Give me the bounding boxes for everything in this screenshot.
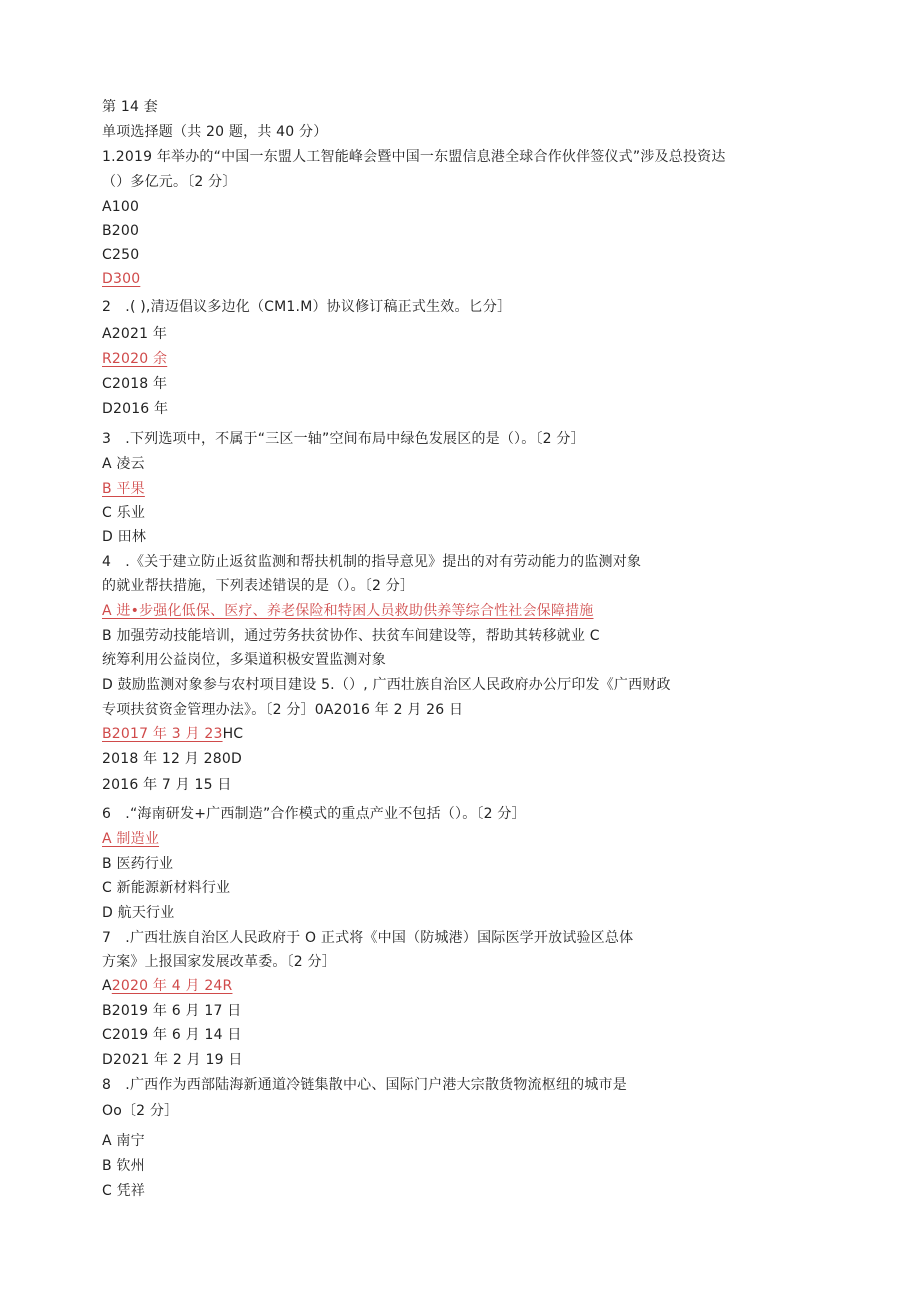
question-4-option-d: D 鼓励监测对象参与农村项目建设 5.（）, 广西壮族自治区人民政府办公厅印发《广西财政 [102, 677, 671, 693]
question-2-text: 2 .( ),清迈倡议多边化（CM1.M）协议修订稿正式生效。匕分］ [102, 299, 512, 315]
question-5-answer-line [102, 725, 243, 743]
question-5-option-c-label: HC [222, 726, 244, 742]
question-8-text: 8 .广西作为西部陆海新通道冷链集散中心、国际门户港大宗散货物流枢纽的城市是 [102, 1077, 627, 1093]
question-1-text-cont: （）多亿元。〔2 分〕 [102, 174, 237, 190]
question-6-option-d: D 航天行业 [102, 905, 175, 921]
question-1-option-c: C250 [102, 247, 140, 263]
question-8-text-cont: Oo〔2 分］ [102, 1103, 179, 1119]
question-2-option-a: A2021 年 [102, 326, 168, 342]
question-8-option-a: A 南宁 [102, 1133, 145, 1149]
question-3-text: 3 .下列选项中，不属于“三区一轴”空间布局中绿色发展区的是（）。〔2 分］ [102, 431, 585, 447]
question-5-text-cont: 专项扶贫资金管理办法》。〔2 分］0A2016 年 2 月 26 日 [102, 702, 464, 718]
set-title: 第 14 套 [102, 99, 158, 115]
question-8-option-c: C 凭祥 [102, 1183, 146, 1199]
question-6-text: 6 .“海南研发+广西制造”合作模式的重点产业不包括（）。〔2 分］ [102, 806, 526, 822]
question-1-option-a: A100 [102, 199, 140, 215]
question-1-answer-d: D300 [102, 271, 141, 287]
question-4-text-cont: 的就业帮扶措施，下列表述错误的是（）。〔2 分］ [102, 578, 415, 594]
question-1-text: 1.2019 年举办的“中国一东盟人工智能峰会暨中国一东盟信息港全球合作伙伴签仪式”涉及总投资达 [102, 149, 726, 165]
question-5-option-c: 2018 年 12 月 280D [102, 751, 242, 767]
question-3-option-d: D 田林 [102, 529, 147, 545]
question-7-option-a-label: A [102, 978, 112, 994]
question-7-option-b: B2019 年 6 月 17 日 [102, 1003, 242, 1019]
question-3-option-c: C 乐业 [102, 505, 146, 521]
question-1-option-b: B200 [102, 223, 140, 239]
question-7-answer-a: 2020 年 4 月 24R [111, 978, 233, 994]
question-7-text: 7 .广西壮族自治区人民政府于 O 正式将《中国（防城港）国际医学开放试验区总体 [102, 930, 634, 946]
question-4-answer-a: A 进•步强化低保、医疗、养老保险和特困人员救助供养等综合性社会保障措施 [102, 603, 594, 619]
question-7-text-cont: 方案》上报国家发展改革委。〔2 分］ [102, 954, 336, 970]
question-7-option-d: D2021 年 2 月 19 日 [102, 1052, 243, 1068]
question-5-answer-b: B2017 年 3 月 23 [102, 726, 223, 742]
question-7-answer-line [102, 977, 232, 995]
question-8-option-b: B 钦州 [102, 1158, 145, 1174]
question-2-answer-b: R2020 余 [102, 351, 168, 367]
question-2-option-d: D2016 年 [102, 401, 169, 417]
section-heading: 单项选择题（共 20 题，共 40 分） [102, 124, 328, 140]
question-6-answer-a: A 制造业 [102, 831, 160, 847]
question-4-option-c: 统筹利用公益岗位，多渠道积极安置监测对象 [102, 652, 386, 668]
question-4-text: 4 .《关于建立防止返贫监测和帮扶机制的指导意见》提出的对有劳动能力的监测对象 [102, 554, 642, 570]
question-2-option-c: C2018 年 [102, 376, 168, 392]
question-6-option-c: C 新能源新材料行业 [102, 880, 231, 896]
question-7-option-c: C2019 年 6 月 14 日 [102, 1027, 242, 1043]
question-3-answer-b: B 平果 [102, 481, 145, 497]
question-5-option-d: 2016 年 7 月 15 日 [102, 777, 232, 793]
question-3-option-a: A 凌云 [102, 456, 145, 472]
question-6-option-b: B 医药行业 [102, 856, 174, 872]
question-4-option-b: B 加强劳动技能培训，通过劳务扶贫协作、扶贫车间建设等，帮助其转移就业 C [102, 628, 600, 644]
